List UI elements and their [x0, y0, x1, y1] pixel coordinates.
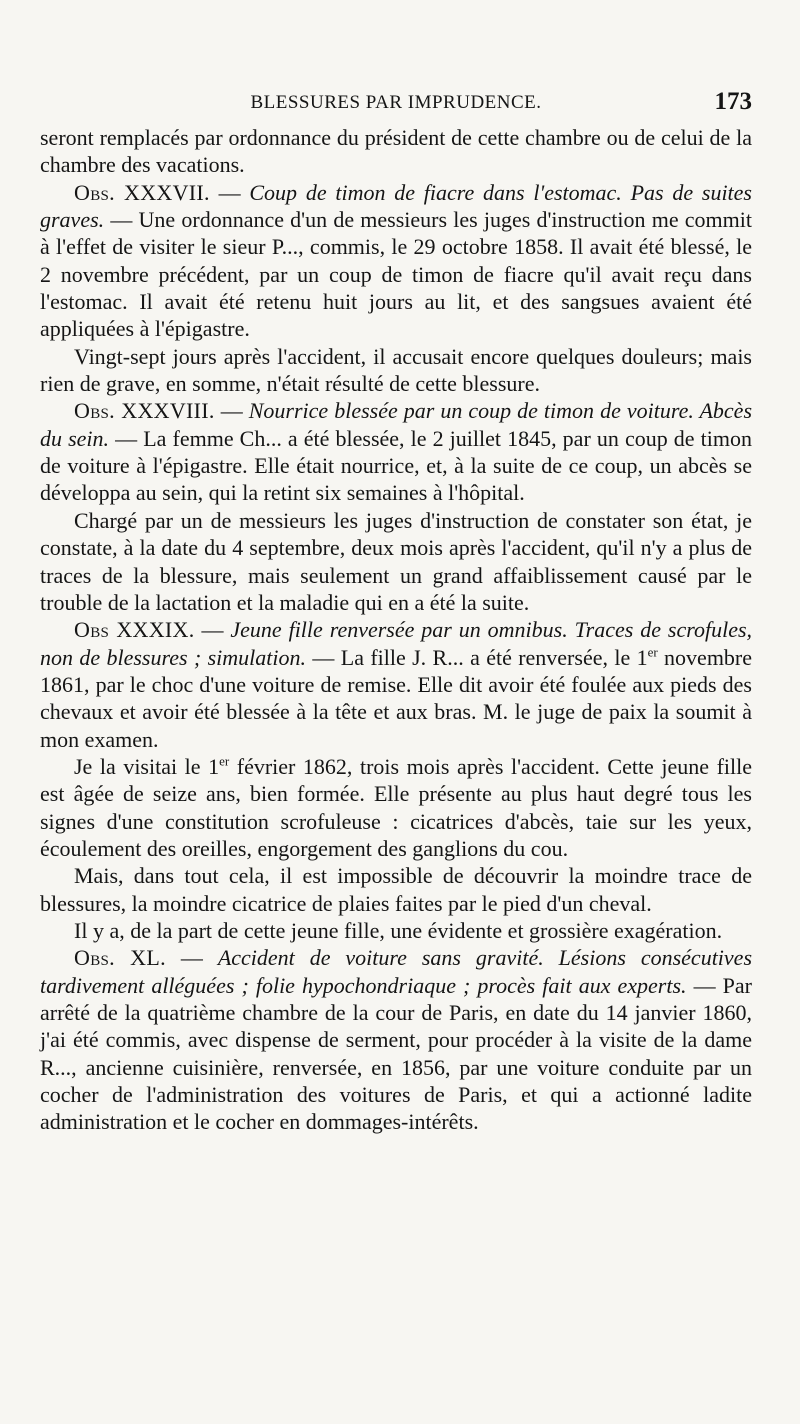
paragraph-text: Chargé par un de messieurs les juges d'instruction de constater son état, je constate, à la date du 4 septembre, deux mois après l'accident, qu'il n'y a plus de traces de la blessure, mais seulement un grand affaiblissement causé par le trouble de la lactation et la maladie qui en a été la suite. — [40, 507, 752, 615]
paragraph-text: Mais, dans tout cela, il est impossible de découvrir la moindre trace de blessures, la moindre cicatrice de plaies faites par le pied d'un cheval. — [40, 863, 752, 916]
observation-label: Obs XXXIX. — [74, 617, 195, 643]
observation-label: Obs. XXXVII. — [74, 179, 210, 205]
paragraph — [40, 753, 752, 862]
paragraph — [40, 862, 752, 917]
paragraph-text-continued: novembre 1861, par le choc d'une voiture de remise. Elle dit avoir été foulée aux pieds des chevaux et avoir été blessée à la tête et aux bras. M. le juge de paix la soumit à mon examen. — [40, 644, 753, 752]
paragraph-text-continued: février 1862, trois mois après l'accident. Cette jeune fille est âgée de seize ans, bien formée. Elle présente au plus haut degré tous les signes d'une constitution scrofuleuse : cicatrices d'abcès, taie sur les yeux, écoulement des oreilles, engorgement des ganglions du cou. — [40, 753, 753, 861]
observation-title: Nourrice blessée par un coup de timon de voiture. Abcès du sein. — [40, 398, 753, 451]
paragraph-text: seront remplacés par ordonnance du président de cette chambre ou de celui de la chambre des vacations. — [40, 125, 752, 178]
observation-title: Jeune fille renversée par un omnibus. Traces de scrofules, non de blessures ; simulation. — [40, 617, 753, 670]
observation-38 — [40, 397, 752, 506]
separator: — — [201, 617, 231, 643]
separator: — — [180, 945, 218, 971]
paragraph-text: Il y a, de la part de cette jeune fille, une évidente et grossière exagération. — [74, 917, 723, 943]
observation-37 — [40, 179, 752, 343]
paragraph-text: — Une ordonnance d'un de messieurs les juges d'instruction me commit à l'effet de visiter le sieur P..., commis, le 29 octobre 1858. Il avait été blessé, le 2 novembre précédent, par un coup de timon de fiacre qu'il avait reçu dans l'estomac. Il avait été retenu huit jours au lit, et des sangsues avaient été appliquées à l'épigastre. — [40, 207, 752, 342]
running-head — [40, 88, 752, 120]
paragraph-text: — La femme Ch... a été blessée, le 2 juillet 1845, par un coup de timon de voiture à l'épigastre. Elle était nourrice, et, à la suite de ce coup, un abcès se développa au sein, qui la retint six semaines à l'hôpital. — [40, 425, 752, 506]
book-page — [40, 88, 752, 1136]
paragraph — [40, 917, 752, 944]
observation-label: Obs. XXXVIII. — [74, 398, 215, 424]
observation-title: Accident de voiture sans gravité. Lésions consécutives tardivement alléguées ; folie hypochondriaque ; procès fait aux experts. — [40, 945, 753, 998]
observation-40 — [40, 944, 752, 1135]
page-number: 173 — [714, 88, 752, 115]
paragraph — [40, 343, 752, 398]
separator: — — [218, 179, 250, 205]
body-text — [40, 124, 752, 1136]
observation-title: Coup de timon de fiacre dans l'estomac. Pas de suites graves. — [40, 179, 752, 233]
paragraph — [40, 507, 752, 616]
paragraph-text: Je la visitai le 1 — [74, 753, 220, 779]
paragraph-continuation — [40, 124, 752, 179]
observation-39 — [40, 616, 752, 753]
ordinal-superscript: er — [647, 644, 658, 660]
ordinal-superscript: er — [219, 753, 230, 769]
paragraph-text: — La fille J. R... a été renversée, le 1 — [312, 644, 648, 670]
paragraph-text: Vingt-sept jours après l'accident, il accusait encore quelques douleurs; mais rien de grave, en somme, n'était résulté de cette blessure. — [40, 343, 752, 397]
paragraph-text: — Par arrêté de la quatrième chambre de la cour de Paris, en date du 14 janvier 1860, j'ai été commis, avec dispense de serment, pour procéder à la visite de la dame R..., ancienne cuisinière, renversée, en 1856, par une voiture conduite par un cocher de l'administration des voitures de Paris, et qui a actionné ladite administration et le cocher en dommages-intérêts. — [40, 972, 752, 1135]
observation-label: Obs. XL. — [74, 945, 166, 971]
separator: — — [220, 398, 249, 424]
running-title: BLESSURES PAR IMPRUDENCE. — [250, 92, 542, 113]
